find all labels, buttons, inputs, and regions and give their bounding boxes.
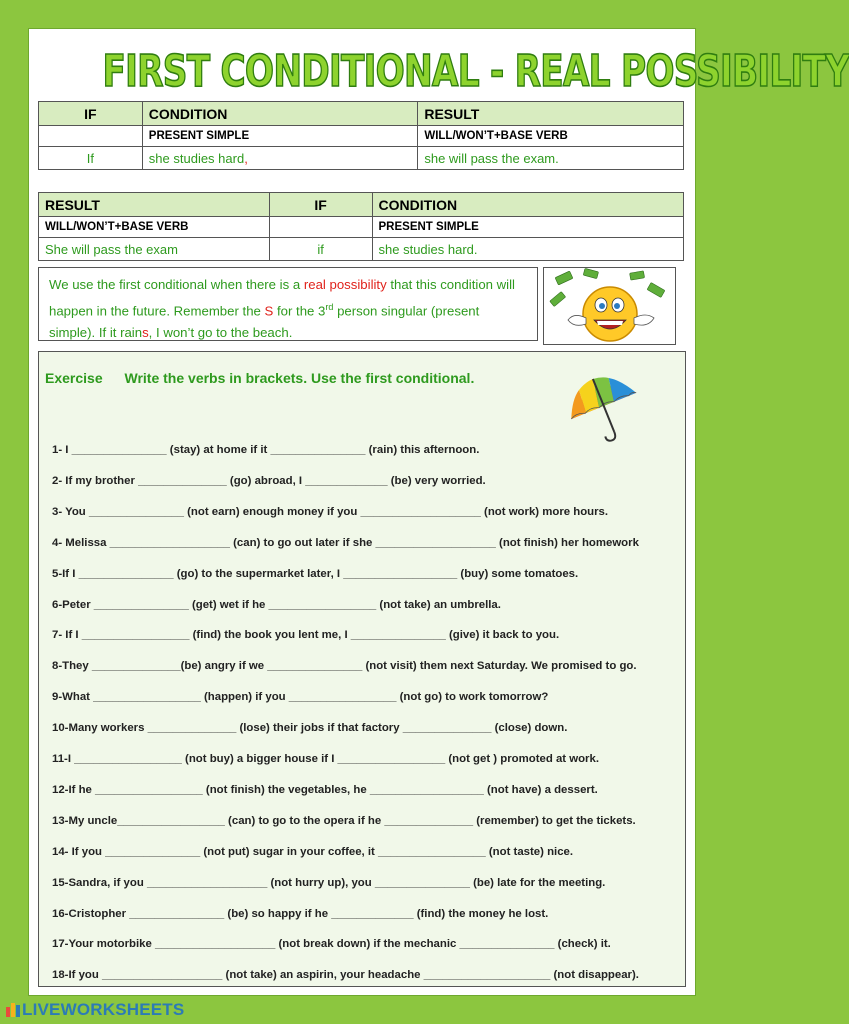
exercise-instruction: Write the verbs in brackets. Use the first conditional.: [124, 370, 475, 386]
exercise-item: 15-Sandra, if you ___________________ (not hurry up), you _______________ (be) late for the meeting.: [52, 876, 606, 889]
example-condition: she studies hard.: [372, 238, 683, 261]
exercise-item: 3- You _______________ (not earn) enough money if you ___________________ (not work) more hours.: [52, 505, 609, 518]
liveworksheets-footer[interactable]: [6, 1000, 184, 1022]
exercise-item: 18-If you ___________________ (not take) an aspirin, your headache ____________________ (not disappear).: [52, 969, 639, 982]
rule-explanation: We use the first conditional when there is a real possibility that this condition will happen in the future. Remember the S for the 3rd person singular (present simple). If it rains, I won’t go to the beach.: [38, 267, 538, 341]
exercise-item: 10-Many workers ______________ (lose) their jobs if that factory ______________ (close) down.: [52, 722, 568, 735]
exercise-item: 2- If my brother ______________ (go) abroad, I _____________ (be) very worried.: [52, 474, 486, 487]
worksheet-title: FIRST CONDITIONAL - REAL POSSIBILITY: [102, 46, 849, 97]
liveworksheets-logo-icon: [6, 1001, 20, 1017]
exercise-item: 8-They ______________(be) angry if we _______________ (not visit) them next Saturday. We promised to go.: [52, 660, 637, 673]
exercise-section: [38, 351, 686, 987]
highlight-s: S: [264, 303, 274, 319]
header-condition: CONDITION: [372, 193, 683, 217]
exercise-item: 9-What _________________ (happen) if you _________________ (not go) to work tomorrow?: [52, 691, 549, 704]
form-if: [39, 126, 143, 147]
table-example-row: [39, 147, 684, 170]
exercise-item: 12-If he _________________ (not finish) the vegetables, he __________________ (not have) a dessert.: [52, 783, 598, 796]
form-result: WILL/WON’T+BASE VERB: [418, 126, 684, 147]
form-if: [269, 217, 372, 238]
example-if: if: [269, 238, 372, 261]
form-condition: PRESENT SIMPLE: [372, 217, 683, 238]
exercise-item: 5-If I _______________ (go) to the supermarket later, I __________________ (buy) some tomatoes.: [52, 567, 579, 580]
exercise-item: 11-I _________________ (not buy) a bigger house if I _________________ (not get ) promoted at work.: [52, 753, 599, 765]
header-result: RESULT: [39, 193, 270, 217]
example-condition-text: she studies hard: [148, 150, 245, 166]
umbrella-icon: [562, 374, 644, 444]
table-example-row: [39, 238, 684, 261]
form-result: WILL/WON’T+BASE VERB: [39, 217, 270, 238]
exercise-item: 4- Melissa ___________________ (can) to go out later if she ___________________ (not finish) her homework: [52, 536, 639, 549]
exercise-item: 17-Your motorbike ___________________ (not break down) if the mechanic _______________ (check) it.: [52, 938, 611, 951]
header-if: IF: [269, 193, 372, 217]
header-if: IF: [39, 102, 143, 126]
example-result: she will pass the exam.: [418, 147, 684, 170]
result-if-table: [38, 192, 684, 261]
example-condition: [142, 147, 418, 170]
table-header-row: [39, 102, 684, 126]
table-form-row: [39, 217, 684, 238]
header-result: RESULT: [418, 102, 684, 126]
example-if: If: [39, 147, 143, 170]
header-condition: CONDITION: [142, 102, 418, 126]
exercise-item: 14- If you _______________ (not put) sugar in your coffee, it _________________ (not taste) nice.: [52, 845, 574, 858]
exercise-item: 7- If I _________________ (find) the book you lent me, I _______________ (give) it back to you.: [52, 629, 560, 642]
footer-brand: LIVEWORKSHEETS: [22, 1000, 185, 1019]
highlight-s-rains: s: [142, 325, 149, 341]
table-form-row: [39, 126, 684, 147]
smiley-with-money-icon: [543, 267, 676, 345]
exercise-heading: [45, 370, 474, 386]
form-condition: PRESENT SIMPLE: [142, 126, 418, 147]
exercise-item: 13-My uncle_________________ (can) to go to the opera if he ______________ (remember) to get the tickets.: [52, 814, 636, 827]
exercise-label: Exercise: [45, 370, 103, 386]
if-result-table: [38, 101, 684, 170]
example-result: She will pass the exam: [39, 238, 270, 261]
worksheet-page: [28, 28, 849, 996]
exercise-item: 6-Peter _______________ (get) wet if he _________________ (not take) an umbrella.: [52, 598, 501, 611]
exercise-item: 16-Cristopher _______________ (be) so happy if he _____________ (find) the money he lost.: [52, 907, 549, 920]
table-header-row: [39, 193, 684, 217]
highlight-real-possibility: real possibility: [303, 277, 387, 292]
exercise-item: 1- I _______________ (stay) at home if it _______________ (rain) this afternoon.: [52, 444, 480, 456]
example-comma: ,: [244, 150, 248, 166]
